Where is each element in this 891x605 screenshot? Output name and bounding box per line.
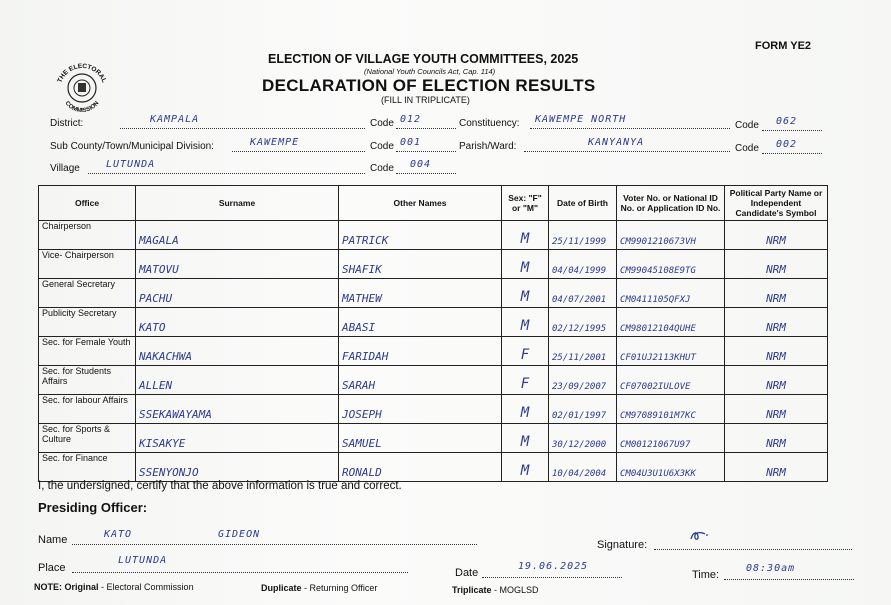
village-label: Village [50, 163, 80, 174]
results-table [38, 185, 828, 482]
table-row [39, 250, 828, 279]
signature-label: Signature: [597, 539, 648, 551]
fill-instruction: (FILL IN TRIPLICATE) [381, 95, 470, 105]
subcounty-value[interactable]: KAWEMPE [250, 137, 300, 148]
other-names-cell[interactable]: RONALD [339, 453, 502, 482]
office-cell: Vice- Chairperson [39, 250, 136, 279]
party-cell[interactable]: NRM [725, 366, 828, 395]
dob-cell[interactable]: 25/11/2001 [549, 337, 617, 366]
svg-text:COMMISSION: COMMISSION [63, 100, 101, 112]
subcounty-label: Sub County/Town/Municipal Division: [50, 141, 214, 152]
office-cell: Sec. for labour Affairs [39, 395, 136, 424]
id-cell[interactable]: CM04U3U1U6X3KK [617, 453, 725, 482]
district-value[interactable]: KAMPALA [150, 114, 200, 125]
page-title: DECLARATION OF ELECTION RESULTS [262, 76, 596, 95]
header-other-names: Other Names [339, 186, 502, 221]
id-cell[interactable]: CF07002IULOVE [617, 366, 725, 395]
table-row [39, 395, 828, 424]
party-cell[interactable]: NRM [725, 337, 828, 366]
sex-cell[interactable]: M [502, 279, 549, 308]
other-names-cell[interactable]: SHAFIK [339, 250, 502, 279]
party-cell[interactable]: NRM [725, 453, 828, 482]
surname-cell[interactable]: KATO [136, 308, 339, 337]
note-original-label: Original [64, 582, 99, 592]
surname-cell[interactable]: SSEKAWAYAMA [136, 395, 339, 424]
party-cell[interactable]: NRM [725, 424, 828, 453]
dob-cell[interactable]: 02/01/1997 [549, 395, 617, 424]
certification-statement: I, the undersigned, certify that the above information is true and correct. [38, 480, 402, 492]
table-row [39, 453, 828, 482]
sex-cell[interactable]: M [502, 424, 549, 453]
dob-cell[interactable]: 23/09/2007 [549, 366, 617, 395]
dob-cell[interactable]: 04/07/2001 [549, 279, 617, 308]
table-row [39, 308, 828, 337]
id-cell[interactable]: CM00121067U97 [617, 424, 725, 453]
place-label: Place [38, 562, 66, 574]
svg-text:THE ELECTORAL: THE ELECTORAL [56, 62, 108, 84]
surname-cell[interactable]: PACHU [136, 279, 339, 308]
id-cell[interactable]: CM97089101M7KC [617, 395, 725, 424]
name-line [72, 532, 477, 545]
dob-cell[interactable]: 30/12/2000 [549, 424, 617, 453]
time-label: Time: [692, 569, 720, 581]
table-row [39, 221, 828, 250]
sex-cell[interactable]: M [502, 308, 549, 337]
signature-line [654, 537, 852, 550]
party-cell[interactable]: NRM [725, 279, 828, 308]
constituency-label: Constituency: [459, 118, 520, 129]
dob-cell[interactable]: 10/04/2004 [549, 453, 617, 482]
other-names-cell[interactable]: SARAH [339, 366, 502, 395]
constituency-code-value[interactable]: 062 [776, 116, 798, 127]
surname-cell[interactable]: KISAKYE [136, 424, 339, 453]
parish-label: Parish/Ward: [459, 141, 517, 152]
note-duplicate-text: - Returning Officer [304, 583, 378, 593]
parish-code-value[interactable]: 002 [776, 139, 798, 150]
act-subtitle: (National Youth Councils Act, Cap. 114) [364, 67, 496, 76]
header-party: Political Party Name or Independent Candidate's Symbol [725, 186, 828, 221]
name-other-value[interactable]: GIDEON [218, 529, 261, 540]
office-cell: Chairperson [39, 221, 136, 250]
surname-cell[interactable]: ALLEN [136, 366, 339, 395]
office-cell: General Secretary [39, 279, 136, 308]
district-label: District: [50, 118, 84, 129]
surname-cell[interactable]: NAKACHWA [136, 337, 339, 366]
office-cell: Sec. for Sports & Culture [39, 424, 136, 453]
name-label: Name [38, 534, 68, 546]
note-duplicate [261, 583, 377, 593]
time-value[interactable]: 08:30am [746, 563, 796, 574]
surname-cell[interactable]: MATOVU [136, 250, 339, 279]
note-original [34, 582, 194, 592]
district-code-label: Code [370, 118, 394, 129]
sex-cell[interactable]: F [502, 337, 549, 366]
form-code: FORM YE2 [755, 40, 812, 52]
office-cell: Sec. for Students Affairs [39, 366, 136, 395]
table-row [39, 279, 828, 308]
sex-cell[interactable]: F [502, 366, 549, 395]
other-names-cell[interactable]: MATHEW [339, 279, 502, 308]
office-cell: Sec. for Finance [39, 453, 136, 482]
constituency-value[interactable]: KAWEMPE NORTH [535, 114, 627, 125]
header-id: Voter No. or National ID No. or Application ID No. [617, 186, 725, 221]
subcounty-code-value[interactable]: 001 [400, 137, 422, 148]
name-surname-value[interactable]: KATO [104, 529, 133, 540]
presiding-officer-heading: Presiding Officer: [38, 500, 148, 515]
other-names-cell[interactable]: JOSEPH [339, 395, 502, 424]
id-cell[interactable]: CM9901210673VH [617, 221, 725, 250]
note-triplicate [452, 585, 539, 595]
signature-mark-icon [688, 529, 710, 543]
note-duplicate-label: Duplicate [261, 583, 302, 593]
other-names-cell[interactable]: SAMUEL [339, 424, 502, 453]
other-names-cell[interactable]: ABASI [339, 308, 502, 337]
sex-cell[interactable]: M [502, 221, 549, 250]
election-title: ELECTION OF VILLAGE YOUTH COMMITTEES, 2025 [268, 52, 579, 66]
note-triplicate-text: - MOGLSD [494, 585, 539, 595]
other-names-cell[interactable]: FARIDAH [339, 337, 502, 366]
note-triplicate-label: Triplicate [452, 585, 492, 595]
table-row [39, 337, 828, 366]
electoral-commission-seal [52, 60, 112, 112]
party-cell[interactable]: NRM [725, 250, 828, 279]
header-surname: Surname [136, 186, 339, 221]
table-row [39, 366, 828, 395]
parish-value[interactable]: KANYANYA [588, 137, 645, 148]
parish-code-label: Code [735, 143, 759, 154]
id-cell[interactable]: CM98012104QUHE [617, 308, 725, 337]
sex-cell[interactable]: M [502, 395, 549, 424]
other-names-cell[interactable]: PATRICK [339, 221, 502, 250]
dob-cell[interactable]: 02/12/1995 [549, 308, 617, 337]
party-cell[interactable]: NRM [725, 221, 828, 250]
party-cell[interactable]: NRM [725, 395, 828, 424]
table-header-row [39, 186, 828, 221]
village-value[interactable]: LUTUNDA [106, 159, 156, 170]
subcounty-code-label: Code [370, 141, 394, 152]
sex-cell[interactable]: M [502, 453, 549, 482]
surname-cell[interactable]: SSENYONJO [136, 453, 339, 482]
header-dob: Date of Birth [549, 186, 617, 221]
dob-cell[interactable]: 25/11/1999 [549, 221, 617, 250]
place-value[interactable]: LUTUNDA [118, 555, 168, 566]
date-label: Date [455, 567, 479, 579]
office-cell: Sec. for Female Youth [39, 337, 136, 366]
dob-cell[interactable]: 04/04/1999 [549, 250, 617, 279]
surname-cell[interactable]: MAGALA [136, 221, 339, 250]
constituency-code-label: Code [735, 120, 759, 131]
header-sex: Sex: "F" or "M" [502, 186, 549, 221]
sex-cell[interactable]: M [502, 250, 549, 279]
party-cell[interactable]: NRM [725, 308, 828, 337]
id-cell[interactable]: CF01UJ2113KHUT [617, 337, 725, 366]
id-cell[interactable]: CM99045108E9TG [617, 250, 725, 279]
note-prefix: NOTE: [34, 582, 62, 592]
header-office: Office [39, 186, 136, 221]
village-code-value[interactable]: 004 [410, 159, 432, 170]
note-original-text: - Electoral Commission [101, 582, 194, 592]
date-value[interactable]: 19.06.2025 [518, 561, 589, 572]
district-code-value[interactable]: 012 [400, 114, 422, 125]
office-cell: Publicity Secretary [39, 308, 136, 337]
village-code-label: Code [370, 163, 394, 174]
id-cell[interactable]: CM0411105QFXJ [617, 279, 725, 308]
table-row [39, 424, 828, 453]
